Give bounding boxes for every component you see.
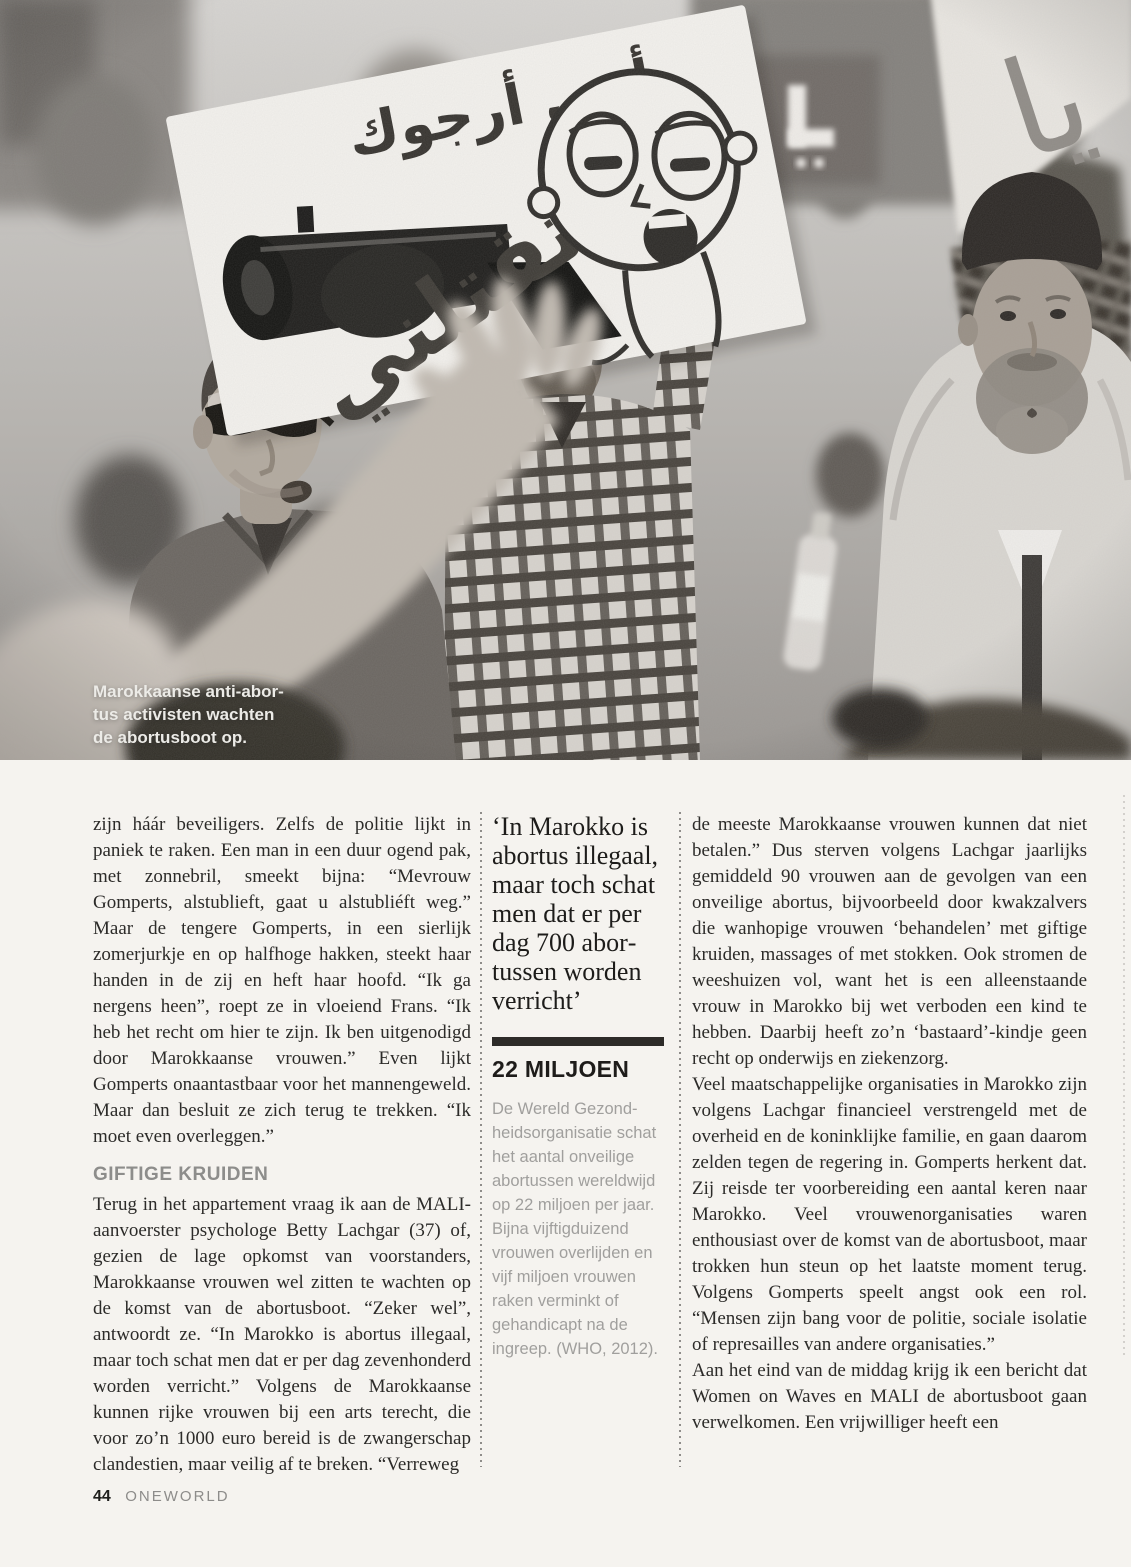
photo-caption-line: tus activisten wachten — [93, 705, 275, 724]
article-column-right — [692, 812, 1087, 1436]
article-column-middle — [492, 812, 664, 1361]
photo-caption-line: de abortusboot op. — [93, 728, 247, 747]
section-heading-giftige-kruiden: GIFTIGE KRUIDEN — [93, 1164, 269, 1185]
article-column-left — [93, 812, 471, 1478]
pull-quote: ‘In Marokko is abortus illegaal, maar toch schat men dat er per dag 700 abortussen worden verricht’ — [492, 812, 659, 1015]
body-paragraph: Aan het eind van de middag krijg ik een bericht dat Women on Waves en MALI de abortusboot gaan verwelkomen. Een vrijwilliger heeft een — [692, 1360, 1087, 1433]
stat-heading: 22 MILJOEN — [492, 1056, 630, 1082]
column-divider — [679, 812, 681, 1467]
body-paragraph: Terug in het appartement vraag ik aan de MALI-aanvoerster psychologe Betty Lachgar (37) of, gezien de lage opkomst van voorstanders, Marokkaanse vrouwen wel zitten te wachten op de komst van de abortusboot. “Zeker wel”, antwoordt ze. “In Marokko is abortus illegaal, maar toch schat men dat er per dag zevenhonderd worden verricht.” Volgens de Marokkaanse kunnen rijke vrouwen bij een arts terecht, die voor zo’n 1000 euro bereid is de zwangerschap clandestien, maar veilig af te breken. “Verreweg — [93, 1194, 471, 1475]
scan-edge-artifact — [1123, 795, 1125, 1355]
stat-text: De Wereld Gezondheidsorganisatie schat het aantal onveilige abortussen wereldwijd op 22 miljoen per jaar. Bijna vijftigduizend vrouwen overlijden en vijf miljoen vrouwen raken verminkt of gehandicapt na de ingreep. (WHO, 2012). — [492, 1100, 658, 1358]
stat-divider-bar — [492, 1037, 664, 1046]
magazine-name: ONEWORLD — [125, 1488, 230, 1505]
body-paragraph: de meeste Marokkaanse vrouwen kunnen dat niet betalen.” Dus sterven volgens Lachgar jaarlijks gemiddeld 90 vrouwen aan de gevolgen van een onveilige abortus, bijvoorbeeld door kwakzalvers die wanhopige vrouwen ‘behandelen’ met giftige kruiden, massages of met stokken. Ook stromen de weeshuizen vol, want het is een alleenstaande vrouw in Marokko bij wet verboden een kind te hebben. Daarbij heeft zo’n ‘bastaard’-kindje geen recht op onderwijs en ziekenzorg. — [692, 814, 1087, 1069]
column-divider — [480, 812, 482, 1467]
body-paragraph: zijn háár beveiligers. Zelfs de politie lijkt in paniek te raken. Een man in een duur ogend pak, met zonnebril, smeekt bijna: “Mevrouw Gomperts, alstublieft, gaat u alstubliéft weg.” Maar de tengere Gomperts, in een sierlijk zomerjurkje en op halfhoge hakken, steekt haar handen in de zij en heft haar hoofd. “Ik ga nergens heen”, roept ze in vloeiend Frans. “Ik heb het recht om hier te zijn. Ik ben uitgenodigd door Marokkaanse vrouwen.” Even lijkt Gomperts onaantastbaar voor het mannengeweld. Maar dan besluit ze zich terug te trekken. “Ik moet even overleggen.” — [93, 814, 471, 1147]
body-paragraph: Veel maatschappelijke organisaties in Marokko zijn volgens Lachgar financieel verstrengeld met de overheid en de koninklijke familie, en gaan daarom zelden tegen de regering in. Gomperts herkent dat. Zij reisde ter voorbereiding een aantal keren naar Marokko. Veel vrouwenorganisaties waren enthousiast over de komst van de abortusboot, maar trokken hun steun op het laatste moment terug. Volgens Gomperts speelt angst ook een rol. “Mensen zijn bang voor de politie, sociale isolatie of represailles van andere organisaties.” — [692, 1074, 1087, 1355]
page-footer — [93, 1488, 230, 1506]
page-number: 44 — [93, 1488, 111, 1505]
photo-caption-line: Marokkaanse anti-abor- — [93, 682, 284, 701]
